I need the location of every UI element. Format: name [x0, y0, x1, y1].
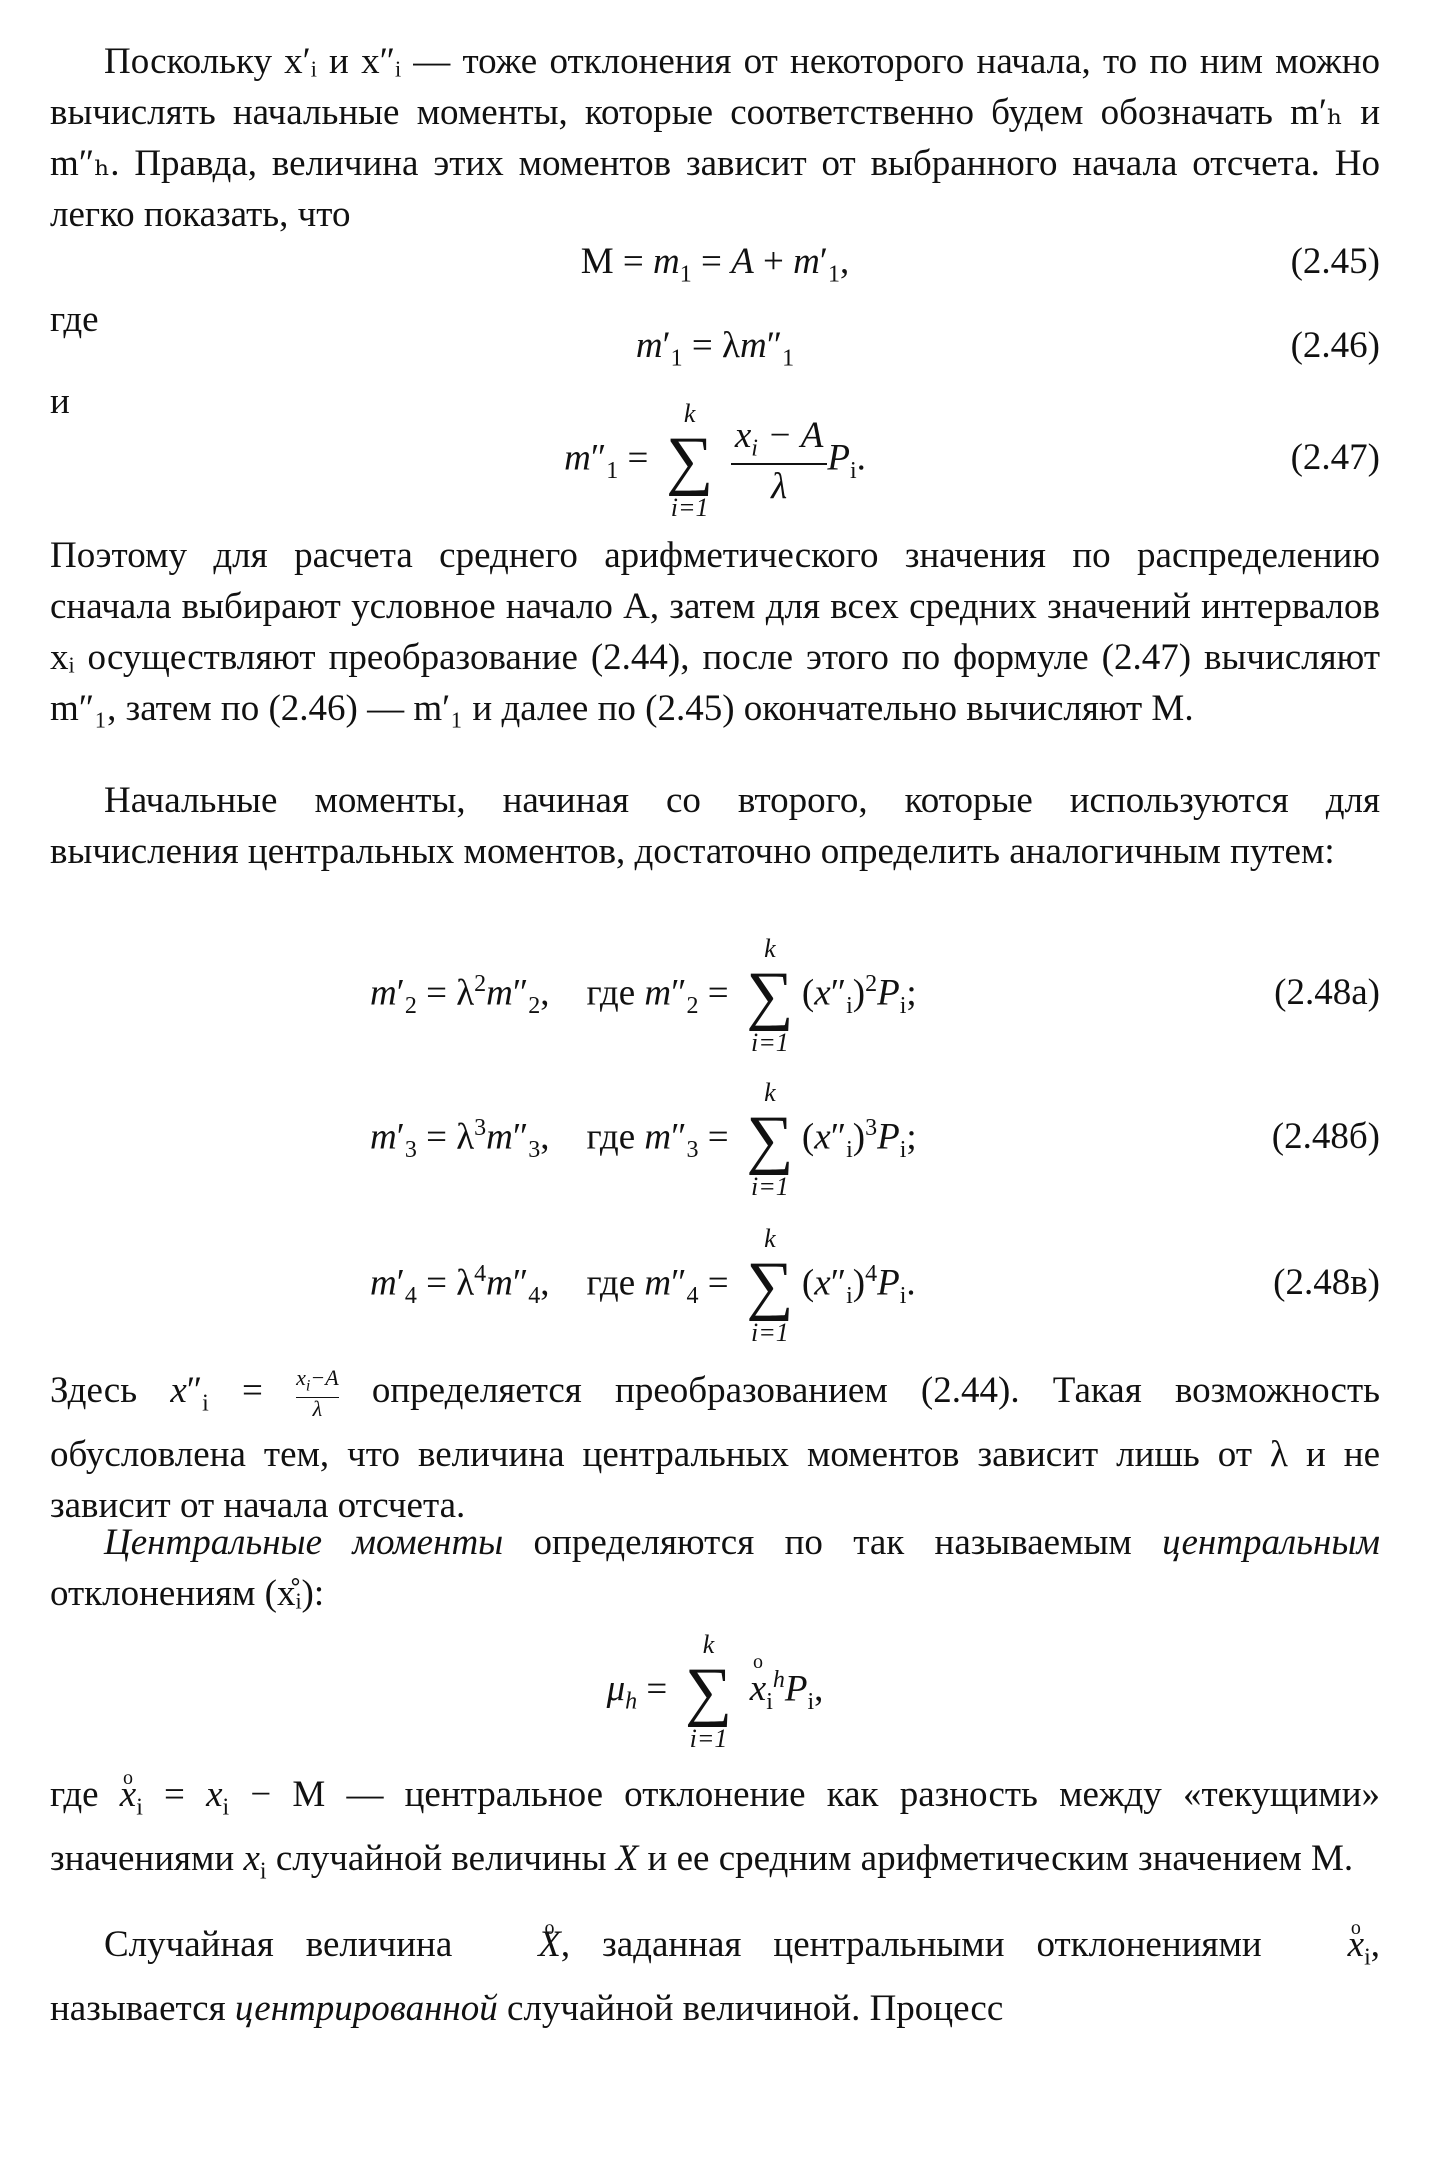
- text: , называется: [50, 1924, 1380, 2030]
- equation-2-48v: [50, 1225, 1380, 1365]
- equation-body: $M = m_1 = A + m'_1$,: [580, 241, 850, 288]
- equation-body: $m'_1 = \lambda m''_1$: [635, 325, 795, 372]
- equation-number: (2.46): [1290, 325, 1380, 366]
- equation-body: $m''_1$ = k ∑ i=1 $\frac{x_i - A}{\lambda}$ $P_i$.: [564, 399, 866, 522]
- text: где: [50, 1774, 99, 1815]
- where-word: где: [586, 1262, 636, 1304]
- equation-2-48b: [50, 1075, 1380, 1225]
- text: определяется преобразованием (2.44). Такая возможность обусловлена тем, что величина центральных моментов зависит лишь от λ и не зависит от начала отсчета.: [50, 1370, 1381, 1527]
- equation-2-47: [50, 400, 1380, 526]
- text: — центральное отклонение как разность между «текущими» значениями: [50, 1774, 1381, 1880]
- equation-body: $m'_4 = \lambda^4m''_4$, где $m''_4$ = k ∑ i=1 $(x''_i)^4P_i$.: [370, 1224, 916, 1347]
- equation-number: (2.45): [1290, 241, 1380, 282]
- sum-symbol: k ∑ i=1: [685, 1630, 733, 1753]
- text: Здесь: [50, 1370, 138, 1411]
- paragraph-2: Поэтому для расчета среднего арифметического значения по распределению сначала выбирают условное начало A, затем для всех средних значений интервалов xᵢ осуществляют преобразование (2.44), после этого по формуле (2.47) вычисляют m″₁, затем по (2.46) — m′₁ и далее по (2.45) окончательно вычисляют M.: [50, 535, 1380, 729]
- text: и ее средним арифметическим значением M.: [647, 1838, 1354, 1880]
- text: определяются по так называемым: [503, 1522, 1163, 1563]
- emphasis: центрированной: [234, 1988, 498, 2030]
- equation-number: (2.48в): [1273, 1262, 1380, 1303]
- paragraph-6: где o $x_i = x_i - M$ — центральное отклонение как разность между «текущими» значениями $x_i$ случайной величины X и ее средним арифметическим значением M.: [50, 1769, 1380, 1919]
- text: Случайная величина: [104, 1924, 453, 1965]
- equation-number: (2.48а): [1274, 972, 1380, 1013]
- paragraph-5: [50, 1517, 1380, 1619]
- equation-number: (2.47): [1290, 437, 1380, 478]
- where-word: где: [586, 1116, 636, 1158]
- paragraph-4: Здесь $x''_i$ = $\frac{x_i-A}{\lambda}$ определяется преобразованием (2.44). Такая возможность обусловлена тем, что величина центральных моментов зависит лишь от λ и не зависит от начала отсчета.: [50, 1364, 1381, 1527]
- emphasis: Центральные моменты: [104, 1522, 504, 1563]
- equation-body: $m'_2 = \lambda^2m''_2$, где $m''_2$ = k ∑ i=1 $(x''_i)^2P_i$;: [370, 934, 917, 1057]
- equation-2-45: [50, 240, 1380, 290]
- sum-symbol: k ∑ i=1: [746, 934, 794, 1057]
- where-text: где: [50, 299, 99, 340]
- sum-symbol: k ∑ i=1: [666, 399, 714, 522]
- text: случайной величиной. Процесс: [507, 1988, 1004, 2030]
- fraction: $\frac{x_i - A}{\lambda}$: [731, 414, 828, 507]
- paragraph-3: Начальные моменты, начиная со второго, которые используются для вычисления центральных моментов, достаточно определить аналогичным путем:: [50, 780, 1380, 872]
- text: , заданная центральными отклонениями: [560, 1924, 1262, 1965]
- equation-2-46: [50, 324, 1380, 376]
- equation-body: $m'_3 = \lambda^3m''_3$, где $m''_3$ = k ∑ i=1 $(x''_i)^3P_i$;: [370, 1078, 917, 1201]
- text: случайной величины: [275, 1838, 607, 1880]
- equation-body: $\mu_h$ = k ∑ i=1 o $x_i^hP_i$,: [50, 1631, 1380, 1753]
- paragraph-1: Поскольку x′ᵢ и x″ᵢ — тоже отклонения от некоторого начала, то по ним можно вычислять начальные моменты, которые соответственно будем обозначать m′ₕ и m″ₕ. Правда, величина этих моментов зависит от выбранного начала отсчета. Но легко показать, что: [50, 41, 1380, 235]
- text: отклонениям (x̊ᵢ):: [50, 1573, 325, 1614]
- sum-symbol: k ∑ i=1: [746, 1078, 794, 1201]
- inline-fraction: $\frac{x_i-A}{\lambda}$: [296, 1364, 339, 1422]
- equation-number: (2.48б): [1271, 1116, 1380, 1157]
- page: [50, 36, 1381, 2030]
- equation-mu-h: [50, 1619, 1380, 1769]
- paragraph-7: Случайная величина o X, заданная центральными отклонениями o $x_i$, называется центрированной случайной величиной. Процесс: [50, 1919, 1380, 2021]
- sum-symbol: k ∑ i=1: [746, 1224, 794, 1347]
- emphasis: центральным: [1162, 1522, 1380, 1563]
- and-text: и: [50, 381, 70, 422]
- where-word: где: [586, 972, 636, 1014]
- equation-2-48a: [50, 925, 1380, 1075]
